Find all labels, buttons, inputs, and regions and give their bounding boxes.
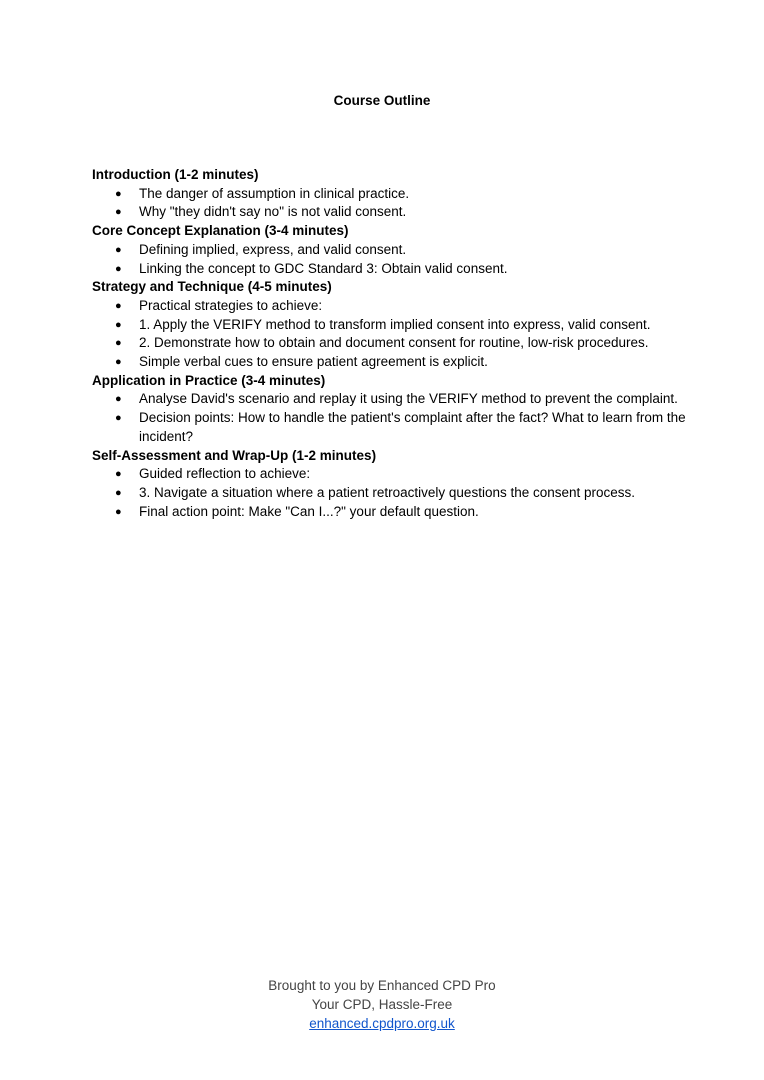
list-item xyxy=(92,316,692,335)
section-heading: Core Concept Explanation (3-4 minutes) xyxy=(92,223,349,239)
footer-slogan: Your CPD, Hassle-Free xyxy=(311,997,453,1012)
bullet-icon: ● xyxy=(115,468,122,481)
list-item-text: Linking the concept to GDC Standard 3: Obtain valid consent. xyxy=(139,260,508,276)
bullet-icon: ● xyxy=(115,412,122,425)
bullet-list xyxy=(92,297,692,372)
list-item-text: Practical strategies to achieve: xyxy=(139,297,323,313)
list-item xyxy=(92,297,692,316)
bullet-icon: ● xyxy=(115,356,122,369)
list-item xyxy=(92,185,692,204)
section-heading: Application in Practice (3-4 minutes) xyxy=(92,372,326,388)
list-item-text: Analyse David's scenario and replay it using the VERIFY method to prevent the complaint. xyxy=(139,391,678,407)
footer-tagline: Brought to you by Enhanced CPD Pro xyxy=(268,978,496,993)
section-heading: Strategy and Technique (4-5 minutes) xyxy=(92,279,332,295)
page-footer xyxy=(0,976,764,1033)
list-item xyxy=(92,260,692,279)
bullet-list xyxy=(92,465,692,521)
list-item xyxy=(92,484,692,503)
list-item xyxy=(92,503,692,522)
list-item xyxy=(92,241,692,260)
list-item xyxy=(92,390,692,409)
list-item-text: Simple verbal cues to ensure patient agreement is explicit. xyxy=(139,354,488,370)
list-item-text: Decision points: How to handle the patient's complaint after the fact? What to learn from the incident? xyxy=(139,410,686,444)
bullet-icon: ● xyxy=(115,243,122,256)
list-item xyxy=(92,465,692,484)
bullet-list xyxy=(92,185,692,222)
bullet-icon: ● xyxy=(115,206,122,219)
bullet-list xyxy=(92,241,692,278)
list-item-text: Guided reflection to achieve: xyxy=(139,466,311,482)
section-strategy xyxy=(92,278,692,372)
page-title: Course Outline xyxy=(333,93,431,108)
list-item-text: Final action point: Make "Can I...?" your default question. xyxy=(139,503,479,519)
bullet-icon: ● xyxy=(115,318,122,331)
list-item xyxy=(92,203,692,222)
course-outline xyxy=(92,166,692,521)
bullet-icon: ● xyxy=(115,393,122,406)
bullet-list xyxy=(92,390,692,446)
list-item-text: The danger of assumption in clinical practice. xyxy=(139,185,410,201)
section-self-assessment xyxy=(92,447,692,522)
list-item xyxy=(92,409,692,446)
list-item xyxy=(92,334,692,353)
bullet-icon: ● xyxy=(115,337,122,350)
footer-website-link[interactable]: enhanced.cpdpro.org.uk xyxy=(309,1016,455,1031)
bullet-icon: ● xyxy=(115,262,122,275)
list-item-text: Defining implied, express, and valid consent. xyxy=(139,241,407,257)
section-introduction xyxy=(92,166,692,222)
list-item-text: 3. Navigate a situation where a patient retroactively questions the consent process. xyxy=(139,484,636,500)
bullet-icon: ● xyxy=(115,486,122,499)
list-item-text: 2. Demonstrate how to obtain and document consent for routine, low-risk procedures. xyxy=(139,335,649,351)
bullet-icon: ● xyxy=(115,299,122,312)
bullet-icon: ● xyxy=(115,505,122,518)
section-heading: Introduction (1-2 minutes) xyxy=(92,167,259,182)
bullet-icon: ● xyxy=(115,187,122,200)
section-core-concept xyxy=(92,222,692,278)
section-application xyxy=(92,372,692,447)
section-heading: Self-Assessment and Wrap-Up (1-2 minutes) xyxy=(92,447,377,463)
list-item xyxy=(92,353,692,372)
list-item-text: Why "they didn't say no" is not valid consent. xyxy=(139,204,407,220)
list-item-text: 1. Apply the VERIFY method to transform implied consent into express, valid consent. xyxy=(139,316,651,332)
